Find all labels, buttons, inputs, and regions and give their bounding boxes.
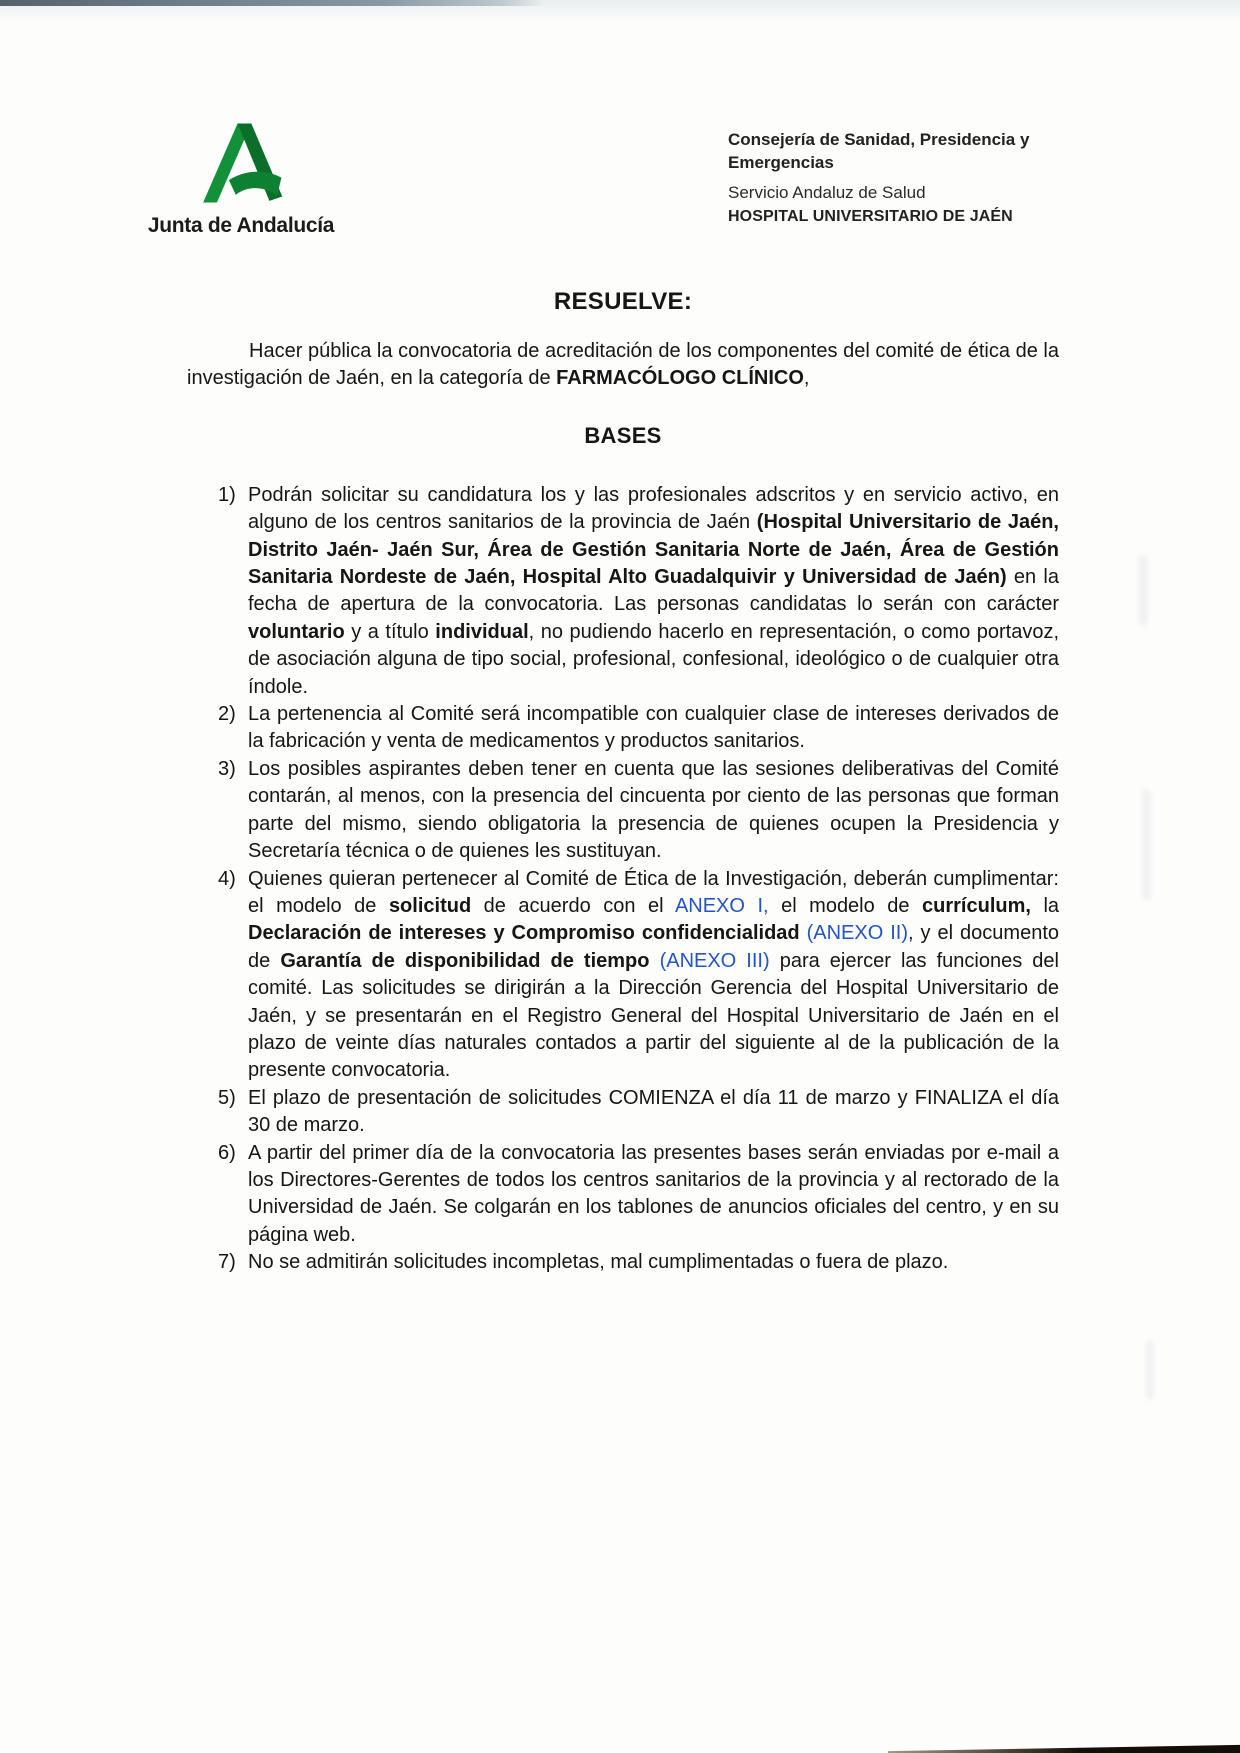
- letterhead-hospital: HOSPITAL UNIVERSITARIO DE JAÉN: [728, 208, 1013, 225]
- item-text: [248, 1085, 1059, 1140]
- text-run: (Hospital Universitario de Jaén, Distrito Jaén- Jaén Sur, Área de Gestión Sanitaria Norte de Jaén, Área de Gestión Sanitaria Nordeste de Jaén, Hospital Alto Guadalquivir y Universidad de Jaén): [248, 511, 1059, 589]
- scan-artifact-bottom-edge: [888, 1744, 1240, 1753]
- list-item: [187, 701, 1059, 756]
- text-run: La pertenencia al Comité será incompatible con cualquier clase de intereses derivados de la fabricación y venta de medicamentos y productos sanitarios.: [248, 703, 1059, 753]
- item-text: [248, 482, 1059, 701]
- logo-wordmark: Junta de Andalucía: [147, 214, 335, 237]
- text-run: [800, 922, 807, 944]
- text-run: en la fecha de apertura de la convocatoria. Las personas candidatas lo serán con carácter: [248, 566, 1059, 616]
- item-number: 5): [218, 1086, 236, 1109]
- list-item: [187, 1140, 1059, 1250]
- resuelve-title: RESUELVE:: [553, 288, 693, 315]
- item-text: [248, 701, 1059, 756]
- scan-artifact-smudge: [1146, 1340, 1154, 1400]
- list-item: [187, 866, 1059, 1085]
- list-item: [187, 756, 1059, 866]
- text-run: Podrán solicitar su candidatura los y las profesionales adscritos y en servicio activo, en alguno de los centros sanitarios de la provincia de Jaén: [248, 483, 1059, 534]
- bases-list: [187, 482, 1059, 1277]
- text-run: el modelo de: [768, 894, 923, 917]
- text-run: El plazo de presentación de solicitudes COMIENZA el día 11 de marzo y FINALIZA el día 30 de marzo.: [248, 1086, 1059, 1137]
- list-item: [187, 1085, 1059, 1140]
- item-text: [248, 1140, 1059, 1250]
- text-run: para ejercer las funciones del comité. Las solicitudes se dirigirán a la Dirección Gerencia del Hospital Universitario de Jaén, y se presentarán en el Registro General del Hospital Universitario de Jaén en el plazo de veinte días naturales contados a partir del siguiente al de la publicación de la presente convocatoria.: [248, 949, 1059, 1082]
- text-run: [650, 950, 660, 972]
- item-text: [248, 866, 1059, 1085]
- text-run: Los posibles aspirantes deben tener en cuenta que las sesiones deliberativas del Comité contarán, al menos, con la presencia del cincuenta por ciento de las personas que forman parte del mismo, siendo obligatoria la presencia de quienes ocupen la Presidencia y Secretaría técnica o de quienes les sustituyan.: [248, 757, 1059, 863]
- scan-artifact-smudge: [1138, 555, 1148, 625]
- item-number: 3): [218, 757, 236, 780]
- text-run: ,: [803, 367, 810, 390]
- anexo-i-link[interactable]: ANEXO I,: [674, 894, 769, 917]
- text-run: individual: [435, 620, 529, 643]
- intro-paragraph: [187, 338, 1059, 393]
- anexo-ii-link[interactable]: (ANEXO II): [806, 922, 909, 945]
- text-run: currículum,: [922, 894, 1031, 917]
- text-run: FARMACÓLOGO CLÍNICO: [556, 367, 804, 390]
- letterhead-service: Servicio Andaluz de Salud: [728, 183, 926, 202]
- anexo-iii-link[interactable]: (ANEXO III): [659, 949, 770, 972]
- item-text: [248, 1249, 1059, 1276]
- document-body: [187, 0, 1059, 1277]
- item-number: 1): [218, 483, 236, 506]
- item-number: 6): [218, 1141, 236, 1164]
- item-number: 4): [218, 867, 236, 890]
- text-run: Garantía de disponibilidad de tiempo: [280, 949, 650, 972]
- text-run: la: [1030, 894, 1060, 917]
- scan-artifact-smudge: [1142, 790, 1151, 900]
- text-run: solicitud: [388, 894, 472, 917]
- text-run: Hacer pública la convocatoria de acreditación de los componentes del comité de ética de la investigación de Jaén, en la categoría de: [187, 340, 1059, 390]
- text-run: , no pudiendo hacerlo en representación, o como portavoz, de asociación alguna de tipo social, profesional, confesional, ideológico o de cualquier otra índole.: [248, 620, 1060, 698]
- text-run: A partir del primer día de la convocatoria las presentes bases serán enviadas por e-mail a los Directores-Gerentes de todos los centros sanitarios de la provincia y al rectorado de la Universidad de Jaén. Se colgarán en los tablones de anuncios oficiales del centro, y en su página web.: [248, 1141, 1059, 1246]
- text-run: Declaración de intereses y Compromiso confidencialidad: [248, 922, 800, 945]
- list-item: [187, 482, 1059, 701]
- text-run: Quienes quieran pertenecer al Comité de Ética de la Investigación, deberán cumplimentar: el modelo de: [248, 867, 1059, 917]
- item-text: [248, 756, 1059, 866]
- text-run: No se admitirán solicitudes incompletas, mal cumplimentadas o fuera de plazo.: [248, 1251, 949, 1274]
- item-number: 2): [218, 703, 236, 726]
- letterhead-department: Consejería de Sanidad, Presidencia y Emergencias: [728, 130, 1030, 172]
- text-run: y a título: [344, 620, 436, 643]
- item-number: 7): [218, 1251, 236, 1274]
- text-run: de acuerdo con el: [471, 894, 675, 917]
- text-run: , y el documento de: [248, 922, 1059, 972]
- bases-heading: BASES: [584, 422, 662, 448]
- text-run: voluntario: [248, 620, 345, 643]
- list-item: [187, 1249, 1059, 1276]
